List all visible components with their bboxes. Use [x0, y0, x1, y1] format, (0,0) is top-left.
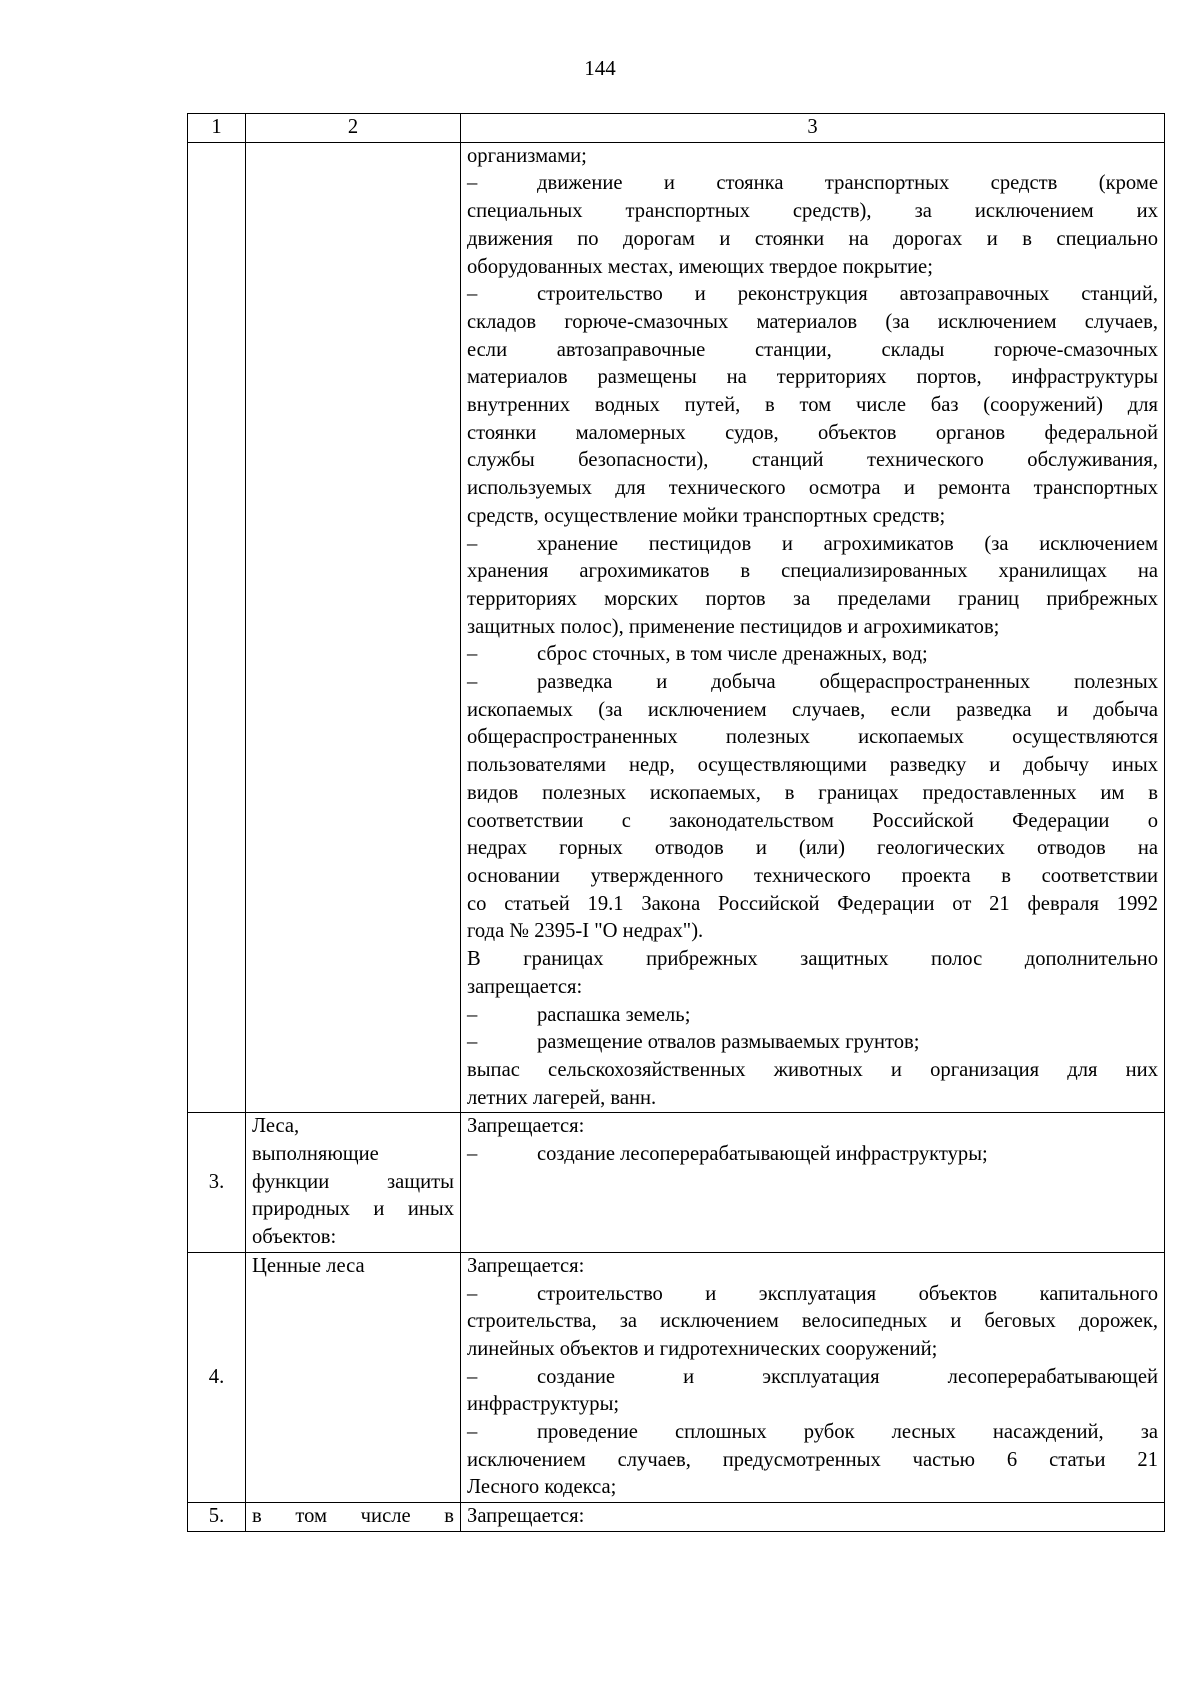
text-content: строительство и реконструкция автозаправочных станций,	[537, 283, 1158, 306]
text-line	[467, 724, 1158, 752]
text-line	[467, 1308, 1158, 1336]
table-row-5	[188, 1503, 1165, 1532]
text-content: если автозаправочные станции, склады горюче-смазочных	[467, 338, 1158, 361]
text-line	[467, 835, 1158, 863]
text-content: используемых для технического осмотра и ремонта транспортных	[467, 477, 1158, 500]
row-number-cell	[188, 142, 246, 1113]
text-content: создание и эксплуатация лесоперерабатывающей	[537, 1365, 1158, 1388]
text-line	[467, 1503, 1158, 1531]
text-line	[467, 697, 1158, 725]
text-line	[467, 1085, 1158, 1113]
text-line	[467, 170, 1158, 198]
text-line	[467, 337, 1158, 365]
text-content: инфраструктуры;	[467, 1393, 620, 1416]
text-line	[467, 392, 1158, 420]
text-line	[467, 918, 1158, 946]
text-content: Запрещается:	[467, 1115, 585, 1138]
text-content: распашка земель;	[537, 1003, 691, 1026]
text-line	[467, 475, 1158, 503]
table-row-3	[188, 1113, 1165, 1253]
text-content: сброс сточных, в том числе дренажных, вод;	[537, 643, 928, 666]
text-content: складов горюче-смазочных материалов (за исключением случаев,	[467, 310, 1158, 333]
row-title-cell	[246, 1503, 461, 1532]
text-content: размещение отвалов размываемых грунтов;	[537, 1031, 920, 1054]
text-line	[467, 364, 1158, 392]
table-row-4	[188, 1252, 1165, 1502]
row-content-cell	[461, 1113, 1165, 1253]
text-line: природных и иных	[252, 1198, 454, 1221]
text-line	[467, 586, 1158, 614]
text-content: материалов размещены на территориях портов, инфраструктуры	[467, 366, 1158, 389]
row-number-cell: 4.	[188, 1252, 246, 1502]
row-number-cell: 5.	[188, 1503, 246, 1532]
text-content: защитных полос), применение пестицидов и агрохимикатов;	[467, 615, 1000, 638]
text-line	[467, 641, 1158, 669]
text-content: службы безопасности), станций технического обслуживания,	[467, 449, 1158, 472]
text-line	[467, 974, 1158, 1002]
text-line	[467, 752, 1158, 780]
text-content: Запрещается:	[467, 1505, 585, 1528]
text-line	[467, 1057, 1158, 1085]
list-dash: –	[467, 1003, 478, 1026]
text-line	[467, 1336, 1158, 1364]
text-line	[467, 1419, 1158, 1447]
text-line	[467, 281, 1158, 309]
text-line	[467, 1113, 1158, 1141]
text-content: основании утвержденного технического проекта в соответствии	[467, 864, 1158, 887]
text-content: исключением случаев, предусмотренных частью 6 статьи 21	[467, 1448, 1158, 1471]
text-line	[467, 309, 1158, 337]
list-dash: –	[467, 1365, 478, 1388]
text-content: оборудованных местах, имеющих твердое покрытие;	[467, 255, 933, 278]
text-content: Запрещается:	[467, 1254, 585, 1277]
text-content: строительство и эксплуатация объектов капитального	[537, 1282, 1158, 1305]
text-line	[467, 1002, 1158, 1030]
header-cell-3: 3	[461, 114, 1165, 143]
text-line	[467, 1447, 1158, 1475]
text-line	[467, 863, 1158, 891]
text-line	[467, 143, 1158, 171]
text-content: общераспространенных полезных ископаемых осуществляются	[467, 726, 1158, 749]
text-line	[467, 891, 1158, 919]
row-title-cell	[246, 142, 461, 1113]
text-content: проведение сплошных рубок лесных насаждений, за	[537, 1421, 1158, 1444]
table-row-continuation	[188, 142, 1165, 1113]
text-content: разведка и добыча общераспространенных полезных	[537, 671, 1158, 694]
table-header-row	[188, 114, 1165, 143]
text-line: Ценные леса	[252, 1254, 365, 1277]
text-content: хранения агрохимикатов в специализированных хранилищах на	[467, 560, 1158, 583]
row-number-cell: 3.	[188, 1113, 246, 1253]
text-line	[467, 669, 1158, 697]
list-dash: –	[467, 1031, 478, 1054]
text-content: движение и стоянка транспортных средств (кроме	[537, 172, 1158, 195]
text-content: пользователями недр, осуществляющими разведку и добычу иных	[467, 754, 1158, 777]
text-content: В границах прибрежных защитных полос дополнительно	[467, 948, 1158, 971]
text-line	[467, 780, 1158, 808]
text-line	[467, 1474, 1158, 1502]
text-line	[467, 946, 1158, 974]
text-line: выполняющие	[252, 1143, 379, 1166]
header-cell-2: 2	[246, 114, 461, 143]
list-dash: –	[467, 283, 478, 306]
page-number: 144	[584, 56, 616, 80]
restrictions-table	[187, 113, 1165, 1532]
text-content: ископаемых (за исключением случаев, если разведка и добыча	[467, 698, 1158, 721]
text-line: Леса,	[252, 1115, 300, 1138]
text-line: функции защиты	[252, 1170, 454, 1193]
list-dash: –	[467, 671, 478, 694]
text-line	[467, 558, 1158, 586]
header-cell-1: 1	[188, 114, 246, 143]
row-content-cell	[461, 1503, 1165, 1532]
text-content: средств, осуществление мойки транспортных средств;	[467, 504, 946, 527]
text-content: летних лагерей, ванн.	[467, 1086, 657, 1109]
text-content: линейных объектов и гидротехнических сооружений;	[467, 1337, 938, 1360]
list-dash: –	[467, 532, 478, 555]
row-title-cell	[246, 1252, 461, 1502]
text-line	[467, 1281, 1158, 1309]
text-line	[467, 420, 1158, 448]
text-content: хранение пестицидов и агрохимикатов (за исключением	[537, 532, 1158, 555]
text-line: объектов:	[252, 1226, 337, 1249]
text-content: создание лесоперерабатывающей инфраструктуры;	[537, 1143, 988, 1166]
text-line	[467, 1141, 1158, 1169]
text-content: соответствии с законодательством Российской Федерации о	[467, 809, 1158, 832]
list-dash: –	[467, 1421, 478, 1444]
text-content: выпас сельскохозяйственных животных и организация для них	[467, 1058, 1158, 1081]
text-line	[467, 614, 1158, 642]
text-content: внутренних водных путей, в том числе баз (сооружений) для	[467, 394, 1158, 417]
text-content: организмами;	[467, 144, 587, 167]
text-content: недрах горных отводов и (или) геологических отводов на	[467, 837, 1158, 860]
text-content: территориях морских портов за пределами границ прибрежных	[467, 587, 1158, 610]
text-content: видов полезных ископаемых, в границах предоставленных им в	[467, 781, 1158, 804]
text-line	[467, 531, 1158, 559]
row-content-cell	[461, 1252, 1165, 1502]
text-content: стоянки маломерных судов, объектов органов федеральной	[467, 421, 1158, 444]
text-content: движения по дорогам и стоянки на дорогах и в специально	[467, 227, 1158, 250]
row-content-cell	[461, 142, 1165, 1113]
text-line	[467, 254, 1158, 282]
text-line: в том числе в	[252, 1505, 454, 1528]
text-content: Лесного кодекса;	[467, 1476, 617, 1499]
text-line	[467, 447, 1158, 475]
text-line	[467, 226, 1158, 254]
text-line	[467, 1391, 1158, 1419]
text-content: года № 2395-I "О недрах").	[467, 920, 704, 943]
row-title-cell	[246, 1113, 461, 1253]
text-content: со статьей 19.1 Закона Российской Федерации от 21 февраля 1992	[467, 892, 1158, 915]
text-line	[467, 1253, 1158, 1281]
text-line	[467, 808, 1158, 836]
text-content: специальных транспортных средств), за исключением их	[467, 200, 1158, 223]
text-line	[467, 198, 1158, 226]
text-line	[467, 1364, 1158, 1392]
text-content: запрещается:	[467, 975, 583, 998]
list-dash: –	[467, 1282, 478, 1305]
list-dash: –	[467, 643, 478, 666]
text-line	[467, 1029, 1158, 1057]
list-dash: –	[467, 1143, 478, 1166]
text-line	[467, 503, 1158, 531]
text-content: строительства, за исключением велосипедных и беговых дорожек,	[467, 1310, 1158, 1333]
list-dash: –	[467, 172, 478, 195]
